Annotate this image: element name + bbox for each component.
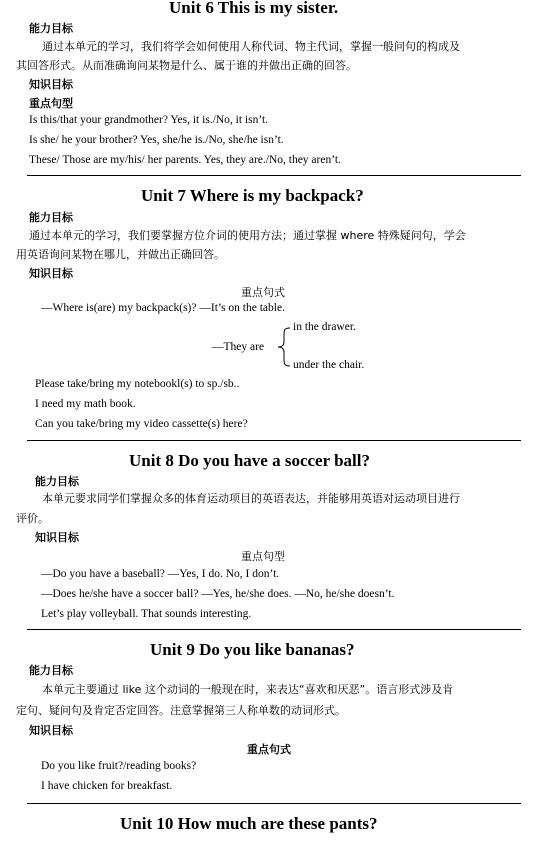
unit9-ability-heading: 能力目标 bbox=[29, 664, 73, 677]
unit6-ability-line2: 其回答形式。从而准确询问某物是什么、属于谁的并做出正确的回答。 bbox=[16, 59, 357, 72]
unit7-option-1: in the drawer. bbox=[293, 321, 356, 333]
unit9-sentence: Do you like fruit?/reading books? bbox=[41, 760, 197, 772]
unit6-sentence: Is this/that your grandmother? Yes, it is./No, it isn’t. bbox=[29, 114, 269, 126]
unit6-key-heading: 重点句型 bbox=[29, 97, 73, 110]
unit7-sentence: Can you take/bring my video cassette(s) here? bbox=[35, 418, 248, 430]
curly-brace-icon bbox=[276, 326, 292, 368]
unit8-sentence: —Do you have a baseball? —Yes, I do. No, I don’t. bbox=[41, 568, 280, 580]
unit8-sentence: —Does he/she have a soccer ball? —Yes, he/she does. —No, he/she doesn’t. bbox=[41, 588, 395, 600]
section-divider bbox=[27, 629, 521, 630]
unit7-they-are: —They are bbox=[212, 341, 265, 353]
unit8-title: Unit 8 Do you have a soccer ball? bbox=[129, 451, 370, 470]
unit9-sentence: I have chicken for breakfast. bbox=[41, 780, 173, 792]
unit9-ability-line1: 本单元主要通过 like 这个动词的一般现在时，来表达“喜欢和厌恶”。语言形式涉及肯 bbox=[42, 683, 454, 696]
unit7-question-line: —Where is(are) my backpack(s)? —It’s on the table. bbox=[41, 302, 285, 314]
unit7-ability-line1: 通过本单元的学习，我们要掌握方位介词的使用方法；通过掌握 where 特殊疑问句，学会 bbox=[29, 229, 466, 242]
unit9-knowledge-heading: 知识目标 bbox=[29, 724, 73, 737]
unit9-ability-line2: 定句、疑问句及肯定否定回答。注意掌握第三人称单数的动词形式。 bbox=[16, 704, 346, 717]
unit7-knowledge-heading: 知识目标 bbox=[29, 267, 73, 280]
unit7-ability-line2: 用英语询问某物在哪儿，并做出正确回答。 bbox=[16, 248, 225, 261]
unit6-ability-line1: 通过本单元的学习，我们将学会如何使用人称代词、物主代词，掌握一般问句的构成及 bbox=[42, 40, 460, 53]
unit9-title: Unit 9 Do you like bananas? bbox=[150, 640, 355, 659]
section-divider bbox=[27, 175, 521, 176]
unit8-sentence: Let’s play volleyball. That sounds interesting. bbox=[41, 608, 252, 620]
unit7-option-2: under the chair. bbox=[293, 359, 365, 371]
section-divider bbox=[27, 440, 521, 441]
unit7-sentence: Please take/bring my notebookl(s) to sp./sb.. bbox=[35, 378, 240, 390]
section-divider bbox=[27, 803, 521, 804]
unit6-knowledge-heading: 知识目标 bbox=[29, 78, 73, 91]
unit8-ability-line1: 本单元要求同学们掌握众多的体育运动项目的英语表达，并能够用英语对运动项目进行 bbox=[42, 492, 460, 505]
unit8-knowledge-heading: 知识目标 bbox=[35, 531, 79, 544]
unit7-sentence: I need my math book. bbox=[35, 398, 136, 410]
unit9-key-heading: 重点句式 bbox=[247, 743, 291, 756]
unit8-key-heading: 重点句型 bbox=[241, 550, 285, 563]
unit10-title: Unit 10 How much are these pants? bbox=[120, 814, 378, 833]
unit6-title: Unit 6 This is my sister. bbox=[169, 0, 339, 17]
unit7-key-heading: 重点句式 bbox=[241, 286, 285, 299]
unit7-title: Unit 7 Where is my backpack? bbox=[141, 186, 364, 205]
unit7-ability-heading: 能力目标 bbox=[29, 211, 73, 224]
unit6-sentence: Is she/ he your brother? Yes, she/he is./No, she/he isn’t. bbox=[29, 134, 284, 146]
unit8-ability-line2: 评价。 bbox=[16, 512, 49, 525]
unit8-ability-heading: 能力目标 bbox=[35, 475, 79, 488]
unit6-ability-heading: 能力目标 bbox=[29, 22, 73, 35]
unit6-sentence: These/ Those are my/his/ her parents. Yes, they are./No, they aren’t. bbox=[29, 154, 341, 166]
